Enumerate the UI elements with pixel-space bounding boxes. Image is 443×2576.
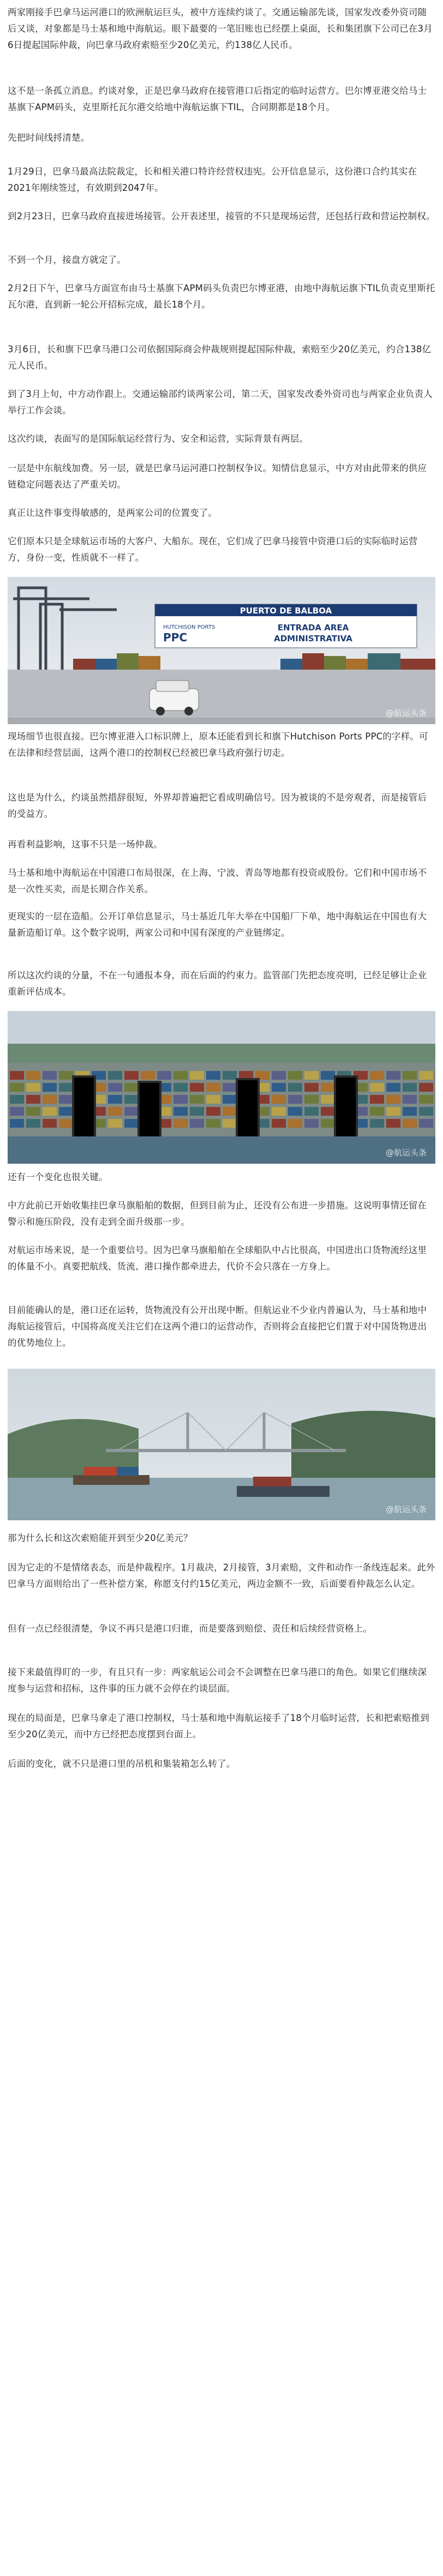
canal-bridge-photo xyxy=(8,1369,435,1520)
container-stack xyxy=(304,1119,319,1128)
paragraph: 3月6日，长和旗下巴拿马港口公司依据国际商会仲裁规则提起国际仲裁，索赔至少20亿美元，约合138亿元人民币。 xyxy=(8,344,432,371)
container-stack xyxy=(157,1071,171,1080)
container-stack xyxy=(403,1119,417,1128)
container-stack xyxy=(190,1107,204,1116)
container-stack xyxy=(321,1119,335,1128)
container-stack xyxy=(223,1107,237,1116)
sign-brand: HUTCHISON PORTS xyxy=(163,624,215,630)
container-stack xyxy=(206,1095,220,1104)
container-stack xyxy=(43,1119,57,1128)
sign-brand-ppc: PPC xyxy=(163,631,187,644)
container-stack xyxy=(173,1071,188,1080)
container-stack xyxy=(321,1095,335,1104)
container-stack xyxy=(26,1071,40,1080)
container-stack xyxy=(206,1071,220,1080)
paragraph: 后面的变化，就不只是港口里的吊机和集装箱怎么转了。 xyxy=(8,1759,236,1769)
container-stack xyxy=(272,1083,286,1092)
container-stack xyxy=(288,1119,302,1128)
paragraph: 现场细节也很直接。巴尔博亚港入口标识牌上，原本还能看到长和旗下Hutchison Ports PPC的字样。可在法律和经营层面，这两个港口的控制权已经被巴拿马政府强行切走。 xyxy=(8,731,428,758)
container-stack xyxy=(403,1107,417,1116)
container-stack xyxy=(206,1083,220,1092)
container-stack xyxy=(403,1083,417,1092)
container-stack xyxy=(124,1107,139,1116)
paragraph: 再看利益影响，这事不只是一场仲裁。 xyxy=(8,839,163,850)
container-stack xyxy=(370,1071,384,1080)
paragraph: 两家刚接手巴拿马运河港口的欧洲航运巨头，被中方连续约谈了。交通运输部先谈，国家发改委外资司随后又谈，对象都是马士基和地中海航运。眼下最要的一笔旧账也已经摆上桌面，长和集团旗下公司已在3月6日提起国际仲裁，向巴拿马政府索赔至少20亿美元，约138亿人民币。 xyxy=(8,7,433,50)
container-terminal-illustration xyxy=(8,1011,435,1164)
container-stack xyxy=(370,1119,384,1128)
port-entrance-illustration xyxy=(8,577,435,724)
container-stack xyxy=(59,1083,73,1092)
container-stack xyxy=(10,1071,24,1080)
paragraph: 到2月23日，巴拿马政府直接进场接管。公开表述里，接管的不只是现场运营，还包括行政和营运控制权。 xyxy=(8,211,435,221)
sign-admin: ADMINISTRATIVA xyxy=(274,634,352,643)
paragraph: 这次约谈，表面写的是国际航运经营行为、安全和运营，实际背景有两层。 xyxy=(8,434,309,444)
container-terminal-photo xyxy=(8,1011,435,1164)
container-stack xyxy=(304,1095,319,1104)
paragraph: 一层是中东航线加费。另一层，就是巴拿马运河港口控制权争议。知情信息显示，中方对由此带来的供应链稳定问题表达了严重关切。 xyxy=(8,463,427,490)
container-stack xyxy=(190,1071,204,1080)
container-stack xyxy=(304,1083,319,1092)
sign-area: ENTRADA AREA xyxy=(277,623,349,633)
container-stack xyxy=(124,1083,139,1092)
container-stack xyxy=(403,1071,417,1080)
container-stack xyxy=(190,1083,204,1092)
container-stack xyxy=(43,1107,57,1116)
container-stack xyxy=(321,1071,335,1080)
sign-title: PUERTO DE BALBOA xyxy=(240,606,332,616)
container-stack xyxy=(386,1119,400,1128)
container-stack xyxy=(26,1095,40,1104)
paragraph: 那为什么长和这次索赔能开到至少20亿美元？ xyxy=(8,1533,193,1543)
paragraph: 更现实的一层在造船。公开订单信息显示，马士基近几年大举在中国船厂下单，地中海航运在中国也有大量新造船订单。这个数字说明，两家公司和中国有深度的产业链绑定。 xyxy=(8,911,427,938)
container-stack xyxy=(124,1095,139,1104)
container-stack xyxy=(190,1095,204,1104)
container-stack xyxy=(272,1119,286,1128)
photo-watermark: @航运头条 xyxy=(385,1504,427,1514)
container-stack xyxy=(108,1095,122,1104)
paragraph: 但有一点已经很清楚，争议不再只是港口归谁，而是要落到赔偿、责任和后续经营资格上。 xyxy=(8,1623,372,1634)
container-stack xyxy=(10,1083,24,1092)
container-stack xyxy=(43,1071,57,1080)
container-stack xyxy=(10,1107,24,1116)
container-stack xyxy=(124,1119,139,1128)
paragraph: 不到一个月，接盘方就定了。 xyxy=(8,255,127,265)
container-stack xyxy=(288,1095,302,1104)
container-stack xyxy=(288,1107,302,1116)
container-stack xyxy=(304,1071,319,1080)
container-stack xyxy=(173,1119,188,1128)
paragraph: 真正让这件事变得敏感的，是两家公司的位置变了。 xyxy=(8,508,218,518)
container-stack xyxy=(43,1083,57,1092)
container-stack xyxy=(108,1119,122,1128)
container-stack xyxy=(386,1071,400,1080)
container-stack xyxy=(173,1107,188,1116)
port-entrance-photo xyxy=(8,577,435,724)
container-stack xyxy=(419,1107,433,1116)
paragraph: 所以这次约谈的分量，不在一句通报本身，而在后面的约束力。监管部门先把态度亮明，已经足够让企业重新评估成本。 xyxy=(8,970,427,997)
container-stack xyxy=(403,1095,417,1104)
container-stack xyxy=(173,1083,188,1092)
paragraph: 对航运市场来说，是一个重要信号。因为巴拿马旗船舶在全球船队中占比很高，中国进出口货物流经这里的体量不小。真要把航线、货流、港口操作都牵进去，代价不会只落在一方身上。 xyxy=(8,1245,427,1272)
container-stack xyxy=(141,1071,155,1080)
container-stack xyxy=(386,1083,400,1092)
container-stack xyxy=(321,1083,335,1092)
container-stack xyxy=(26,1083,40,1092)
container-stack xyxy=(370,1095,384,1104)
container-stack xyxy=(304,1107,319,1116)
container-stack xyxy=(108,1083,122,1092)
container-stack xyxy=(10,1095,24,1104)
container-stack xyxy=(108,1107,122,1116)
container-stack xyxy=(59,1095,73,1104)
paragraph: 这也是为什么，约谈虽然措辞很短，外界却普遍把它看成明确信号。因为被谈的不是旁观者，而是接管后的受益方。 xyxy=(8,792,427,819)
container-stack xyxy=(223,1083,237,1092)
container-stack xyxy=(43,1095,57,1104)
container-stack xyxy=(206,1119,220,1128)
paragraph: 中方此前已开始收集挂巴拿马旗船舶的数据，但到目前为止，还没有公布进一步措施。这说明事情还留在警示和施压阶段，没有走到全面升级那一步。 xyxy=(8,1200,427,1227)
container-stack xyxy=(272,1107,286,1116)
container-stack xyxy=(386,1095,400,1104)
container-stack xyxy=(419,1071,433,1080)
paragraph: 这不是一条孤立消息。约谈对象，正是巴拿马政府在接管港口后指定的临时运营方。巴尔博亚港交给马士基旗下APM码头，克里斯托瓦尔港交给地中海航运旗下TIL，合同期都是18个月。 xyxy=(8,86,427,112)
container-stack xyxy=(190,1119,204,1128)
container-stack xyxy=(59,1071,73,1080)
container-stack xyxy=(26,1119,40,1128)
container-stack xyxy=(223,1119,237,1128)
paragraph: 2月2日下午，巴拿马方面宣布由马士基旗下APM码头负责巴尔博亚港，由地中海航运旗下TIL负责克里斯托瓦尔港，直到新一轮公开招标完成，最长18个月。 xyxy=(8,283,435,310)
paragraph: 现在的局面是，巴拿马拿走了港口控制权，马士基和地中海航运接手了18个月临时运营，长和把索赔推到至少20亿美元，而中方已经把态度摆到台面上。 xyxy=(8,1713,429,1740)
container-stack xyxy=(108,1071,122,1080)
container-stack xyxy=(272,1071,286,1080)
container-stack xyxy=(272,1095,286,1104)
container-stack xyxy=(419,1083,433,1092)
canal-bridge-illustration xyxy=(8,1369,435,1520)
container-stack xyxy=(173,1095,188,1104)
container-stack xyxy=(370,1107,384,1116)
container-stack xyxy=(321,1107,335,1116)
container-stack xyxy=(419,1119,433,1128)
paragraph: 先把时间线捋清楚。 xyxy=(8,133,90,143)
paragraph: 因为它走的不是情绪表态，而是仲裁程序。1月裁决，2月接管，3月索赔，文件和动作一条线连起来。此外巴拿马方面则给出了一些补偿方案，称愿支付约15亿美元，两边金额不一致，后面要看仲裁怎么认定。 xyxy=(8,1562,435,1589)
container-stack xyxy=(223,1095,237,1104)
paragraph: 还有一个变化也很关键。 xyxy=(8,1172,108,1182)
container-stack xyxy=(59,1107,73,1116)
paragraph: 它们原本只是全球航运市场的大客户、大船东。现在，它们成了巴拿马接管中资港口后的实际临时运营方，身份一变，性质就不一样了。 xyxy=(8,536,418,563)
container-stack xyxy=(10,1119,24,1128)
paragraph: 马士基和地中海航运在中国港口布局很深，在上海、宁波、青岛等地都有投资或股份。它们和中国市场不是一次性买卖，而是长期合作关系。 xyxy=(8,868,427,894)
container-stack xyxy=(386,1107,400,1116)
container-stack xyxy=(288,1083,302,1092)
paragraph: 接下来最值得盯的一步，有且只有一步：两家航运公司会不会调整在巴拿马港口的角色。如果它们继续深度参与运营和招标，这件事的压力就不会停在约谈层面。 xyxy=(8,1667,427,1694)
container-stack xyxy=(26,1107,40,1116)
paragraph: 目前能确认的是，港口还在运转，货物流没有公开出现中断。但航运业不少业内普遍认为，马士基和地中海航运接管后，中国将高度关注它们在这两个港口的运营动作，否则将会直接把它们置于对中国货物进出的优势地位上。 xyxy=(8,1305,427,1348)
container-stack xyxy=(206,1107,220,1116)
paragraph: 1月29日，巴拿马最高法院裁定，长和相关港口特许经营权违宪。公开信息显示，这份港口合约其实在2021年刚续签过，有效期到2047年。 xyxy=(8,166,417,193)
container-stack xyxy=(124,1071,139,1080)
photo-watermark: @航运头条 xyxy=(385,1148,427,1158)
container-stack xyxy=(288,1071,302,1080)
container-stack xyxy=(59,1119,73,1128)
container-stack xyxy=(419,1095,433,1104)
paragraph: 到了3月上旬，中方动作跟上。交通运输部约谈两家公司，第二天，国家发改委外资司也与两家企业负责人举行工作会谈。 xyxy=(8,389,433,416)
container-stack xyxy=(223,1071,237,1080)
photo-watermark: @航运头条 xyxy=(385,708,427,718)
container-stack xyxy=(370,1083,384,1092)
